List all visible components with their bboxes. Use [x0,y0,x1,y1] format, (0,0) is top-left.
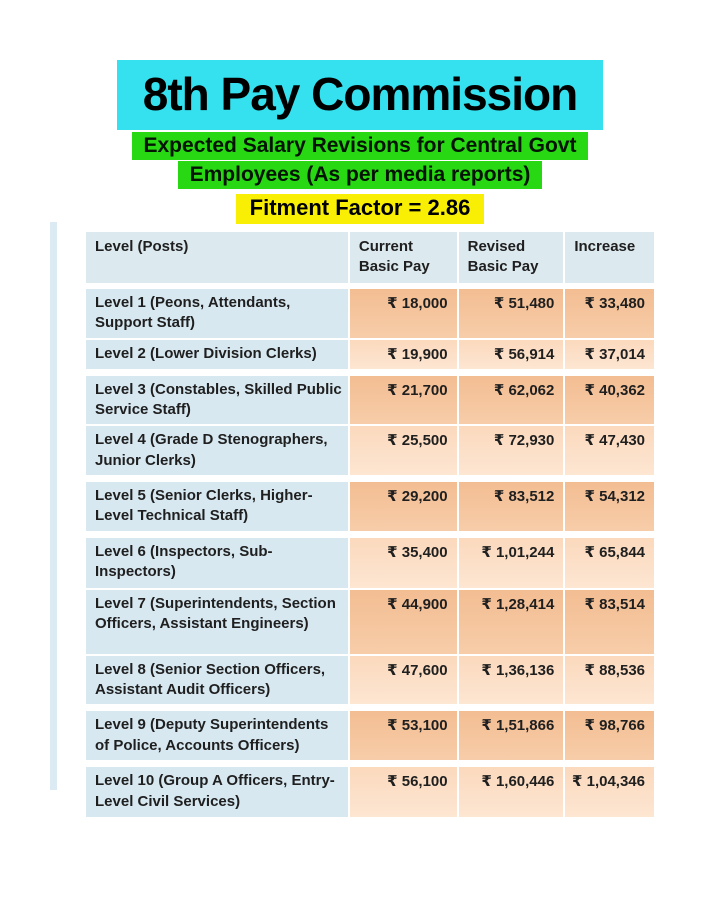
fitment-factor-text: Fitment Factor = 2.86 [236,194,485,224]
table-row-level-2 [86,340,654,374]
current-pay-cell: ₹ 56,100 [350,767,457,817]
level-cell: Level 1 (Peons, Attendants, Support Staff) [86,289,348,338]
level-cell: Level 9 (Deputy Superintendents of Police, Accounts Officers) [86,711,348,765]
revised-pay-cell: ₹ 83,512 [459,482,564,536]
revised-pay-cell: ₹ 1,36,136 [459,656,564,710]
increase-cell: ₹ 83,514 [565,590,654,654]
column-header-increase: Increase [565,232,654,287]
current-pay-cell: ₹ 35,400 [350,538,457,588]
current-pay-cell: ₹ 18,000 [350,289,457,338]
current-pay-cell: ₹ 53,100 [350,711,457,765]
column-header-revised-basic-pay: Revised Basic Pay [459,232,564,287]
salary-table [84,230,656,819]
table-row-level-8 [86,656,654,710]
revised-pay-cell: ₹ 62,062 [459,376,564,425]
left-edge-strip [50,222,57,790]
subtitle-line-2: Employees (As per media reports) [178,161,543,189]
level-cell: Level 10 (Group A Officers, Entry-Level Civil Services) [86,767,348,817]
revised-pay-cell: ₹ 1,01,244 [459,538,564,588]
revised-pay-cell: ₹ 72,930 [459,426,564,480]
title-banner [0,60,720,130]
level-cell: Level 6 (Inspectors, Sub-Inspectors) [86,538,348,588]
table-row-level-1 [86,289,654,338]
level-cell: Level 5 (Senior Clerks, Higher-Level Technical Staff) [86,482,348,536]
increase-cell: ₹ 47,430 [565,426,654,480]
increase-cell: ₹ 88,536 [565,656,654,710]
increase-cell: ₹ 37,014 [565,340,654,374]
column-header-current-basic-pay: Current Basic Pay [350,232,457,287]
table-row-level-10 [86,767,654,817]
header-section [0,0,720,224]
salary-table-wrapper [84,230,656,819]
current-pay-cell: ₹ 25,500 [350,426,457,480]
table-row-level-5 [86,482,654,536]
increase-cell: ₹ 33,480 [565,289,654,338]
increase-cell: ₹ 40,362 [565,376,654,425]
table-row-level-4 [86,426,654,480]
table-row-level-9 [86,711,654,765]
increase-cell: ₹ 54,312 [565,482,654,536]
page-title: 8th Pay Commission [117,60,603,130]
table-row-level-6 [86,538,654,588]
increase-cell: ₹ 65,844 [565,538,654,588]
revised-pay-cell: ₹ 56,914 [459,340,564,374]
revised-pay-cell: ₹ 51,480 [459,289,564,338]
table-row-level-3 [86,376,654,425]
fitment-banner [0,194,720,224]
level-cell: Level 3 (Constables, Skilled Public Service Staff) [86,376,348,425]
level-cell: Level 8 (Senior Section Officers, Assistant Audit Officers) [86,656,348,710]
current-pay-cell: ₹ 44,900 [350,590,457,654]
revised-pay-cell: ₹ 1,51,866 [459,711,564,765]
current-pay-cell: ₹ 19,900 [350,340,457,374]
level-cell: Level 2 (Lower Division Clerks) [86,340,348,374]
subtitle-line-1: Expected Salary Revisions for Central Govt [132,132,589,160]
revised-pay-cell: ₹ 1,28,414 [459,590,564,654]
subtitle-banner [0,132,720,190]
current-pay-cell: ₹ 29,200 [350,482,457,536]
level-cell: Level 4 (Grade D Stenographers, Junior Clerks) [86,426,348,480]
current-pay-cell: ₹ 47,600 [350,656,457,710]
current-pay-cell: ₹ 21,700 [350,376,457,425]
table-row-level-7 [86,590,654,654]
level-cell: Level 7 (Superintendents, Section Officers, Assistant Engineers) [86,590,348,654]
table-header-row [86,232,654,287]
increase-cell: ₹ 1,04,346 [565,767,654,817]
increase-cell: ₹ 98,766 [565,711,654,765]
revised-pay-cell: ₹ 1,60,446 [459,767,564,817]
column-header-level-posts: Level (Posts) [86,232,348,287]
